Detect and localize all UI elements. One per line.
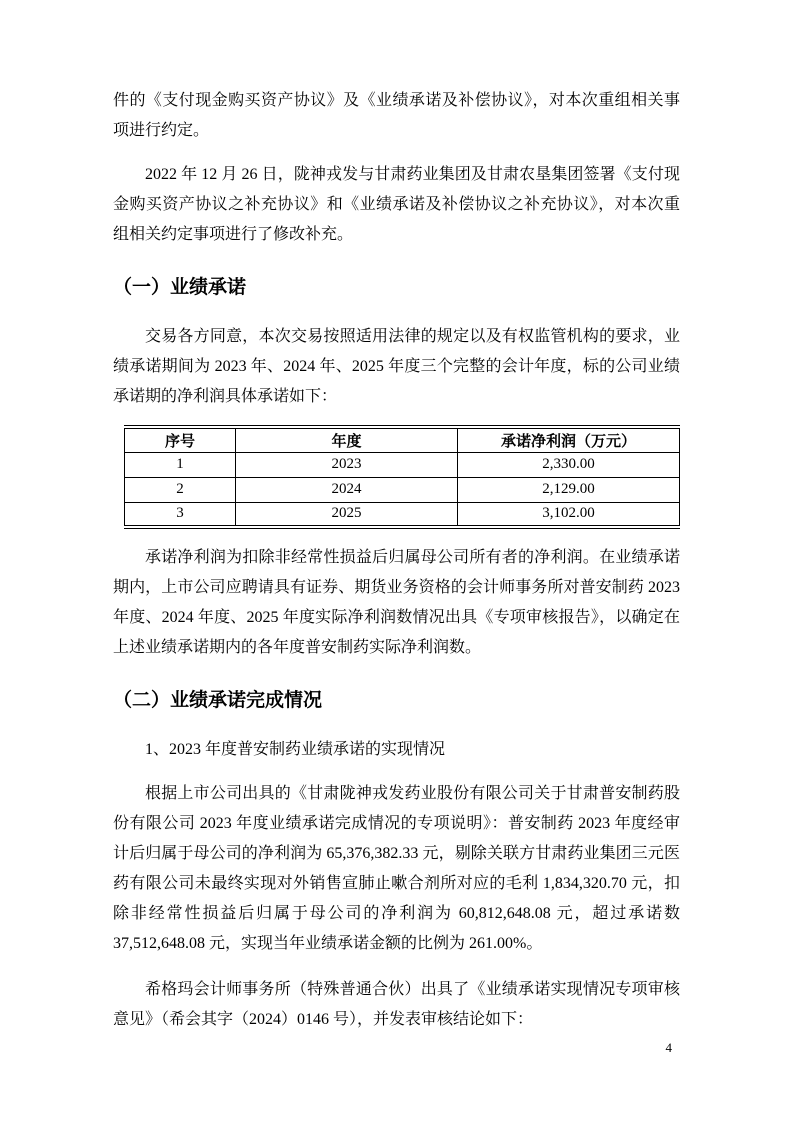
profit-commitment-table — [124, 425, 680, 529]
table-cell-year: 2024 — [236, 477, 458, 502]
table-header-promised-profit: 承诺净利润（万元） — [458, 427, 680, 452]
page-number: 4 — [665, 1040, 672, 1055]
table-header-seq: 序号 — [125, 427, 236, 452]
paragraph-continuation: 件的《支付现金购买资产协议》及《业绩承诺及补偿协议》，对本次重组相关事项进行约定。 — [113, 92, 680, 139]
table-cell-year: 2023 — [236, 452, 458, 477]
paragraph-2023-result: 根据上市公司出具的《甘肃陇神戎发药业股份有限公司关于甘肃普安制药股份有限公司 2023 年度业绩承诺完成情况的专项说明》：普安制药 2023 年度经审计后归属于母公司的净利润为 65,376,382.33 元，剔除关联方甘肃药业集团三元医药有限公司未最终实现对外销售宣肺止嗽合剂所对应的毛利 1,834,320.70 元，扣除非经常性损益后归属于母公司的净利润为 60,812,648.08 元，超过承诺数 37,512,648.08 元，实现当年业绩承诺金额的比例为 261.00%。 — [113, 785, 680, 952]
heading-section-1-performance-commitment: （一）业绩承诺 — [113, 277, 247, 298]
paragraph-commitment-note: 承诺净利润为扣除非经常性损益后归属母公司所有者的净利润。在业绩承诺期内，上市公司应聘请具有证券、期货业务资格的会计师事务所对普安制药 2023 年度、2024 年度、2025 年度实际净利润数情况出具《专项审核报告》，以确定在上述业绩承诺期内的各年度普安制药实际净利润数。 — [113, 549, 680, 656]
table-cell-seq: 2 — [125, 477, 236, 502]
table-header-year: 年度 — [236, 427, 458, 452]
paragraph-auditor-opinion: 希格玛会计师事务所（特殊普通合伙）出具了《业绩承诺实现情况专项审核意见》（希会其字（2024）0146 号），并发表审核结论如下： — [113, 981, 680, 1028]
heading-section-2-commitment-completion: （二）业绩承诺完成情况 — [113, 690, 323, 711]
table-cell-seq: 1 — [125, 452, 236, 477]
table-cell-profit: 2,129.00 — [458, 477, 680, 502]
paragraph-commitment-intro: 交易各方同意，本次交易按照适用法律的规定以及有权监管机构的要求，业绩承诺期间为 2023 年、2024 年、2025 年度三个完整的会计年度，标的公司业绩承诺期的净利润具体承诺如下： — [113, 328, 680, 405]
table-cell-profit: 3,102.00 — [458, 502, 680, 527]
document-content — [113, 86, 680, 1035]
sub-heading-2023-realization: 1、2023 年度普安制药业绩承诺的实现情况 — [145, 741, 446, 758]
table-header-row — [125, 427, 680, 452]
table-cell-seq: 3 — [125, 502, 236, 527]
table-row — [125, 452, 680, 477]
table-row — [125, 477, 680, 502]
table-cell-profit: 2,330.00 — [458, 452, 680, 477]
table-row — [125, 502, 680, 527]
paragraph-supplement-2022: 2022 年 12 月 26 日，陇神戎发与甘肃药业集团及甘肃农垦集团签署《支付现金购买资产协议之补充协议》和《业绩承诺及补偿协议之补充协议》，对本次重组相关约定事项进行了修改补充。 — [113, 166, 680, 243]
table-cell-year: 2025 — [236, 502, 458, 527]
